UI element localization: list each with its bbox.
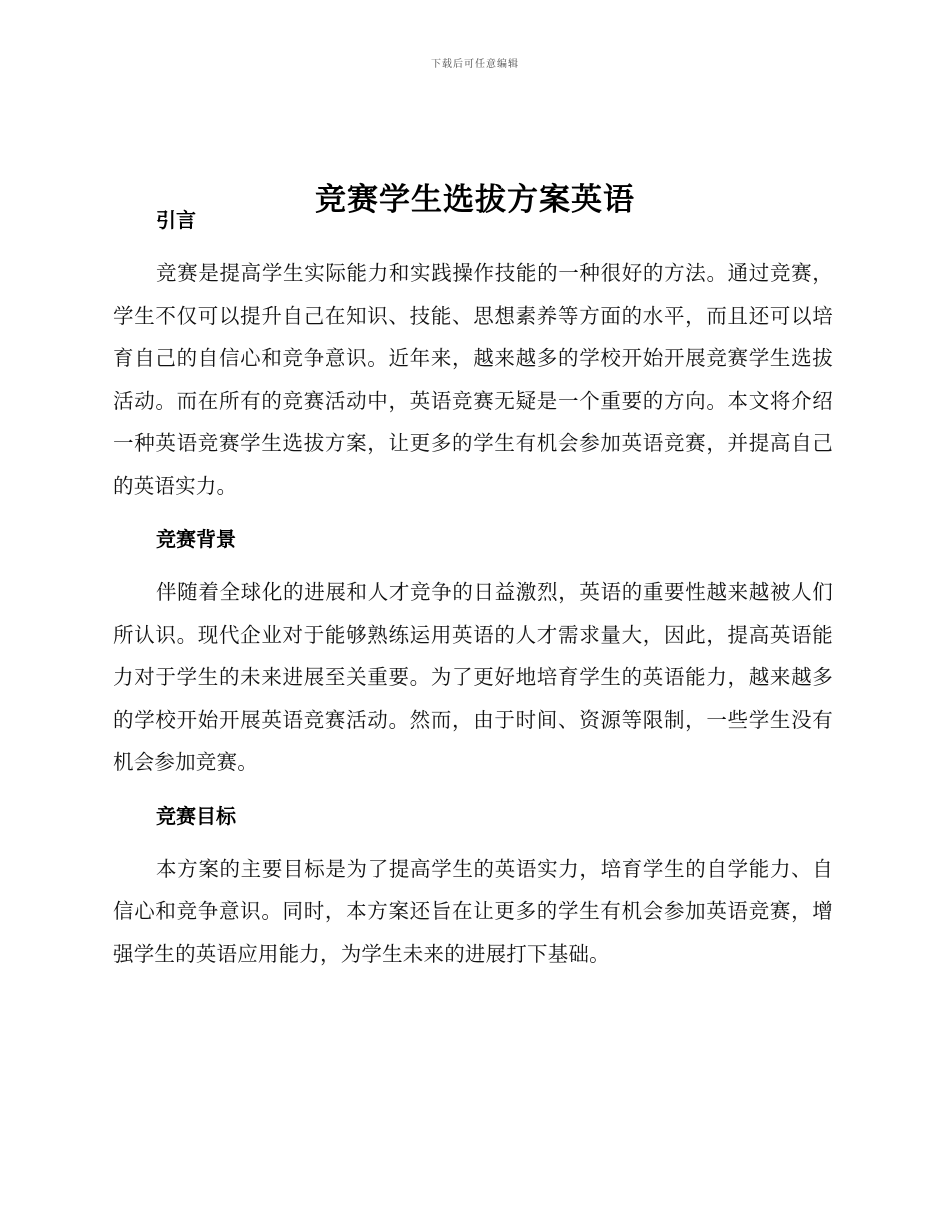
section-paragraph-goal: 本方案的主要目标是为了提高学生的英语实力，培育学生的自学能力、自信心和竞争意识。同时，本方案还旨在让更多的学生有机会参加英语竞赛，增强学生的英语应用能力，为学生未来的进展打下基础。: [113, 856, 833, 966]
section-heading-intro: 引言: [156, 208, 196, 232]
section-heading-background: 竞赛背景: [156, 527, 236, 551]
page-header-note: 下载后可任意编辑: [431, 59, 519, 70]
section-paragraph-background: 伴随着全球化的进展和人才竞争的日益激烈，英语的重要性越来越被人们所认识。现代企业对于能够熟练运用英语的人才需求量大，因此，提高英语能力对于学生的未来进展至关重要。为了更好地培育学生的英语能力，越来越多的学校开始开展英语竞赛活动。然而，由于时间、资源等限制，一些学生没有机会参加竞赛。: [113, 580, 833, 774]
document-title: 竞赛学生选拔方案英语: [315, 181, 635, 218]
section-heading-goal: 竞赛目标: [156, 803, 236, 828]
section-paragraph-intro: 竞赛是提高学生实际能力和实践操作技能的一种很好的方法。通过竞赛，学生不仅可以提升自己在知识、技能、思想素养等方面的水平，而且还可以培育自己的自信心和竞争意识。近年来，越来越多的学校开始开展竞赛学生选拔活动。而在所有的竞赛活动中，英语竞赛无疑是一个重要的方向。本文将介绍一种英语竞赛学生选拔方案，让更多的学生有机会参加英语竞赛，并提高自己的英语实力。: [113, 261, 833, 498]
document-body: [113, 200, 833, 975]
